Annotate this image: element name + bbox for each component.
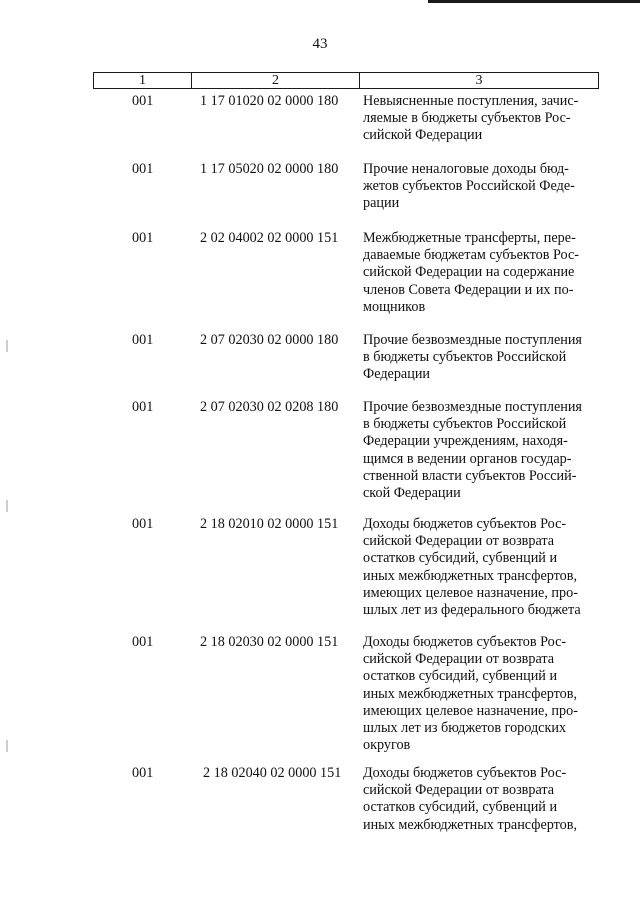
income-description: [363, 93, 595, 145]
description-line: Прочие безвозмездные поступления: [363, 399, 582, 415]
admin-code: 001: [132, 634, 154, 650]
description-line: членов Совета Федерации и их по-: [363, 281, 574, 298]
income-description: [363, 765, 595, 834]
description-line: Межбюджетные трансферты, пере-: [363, 230, 576, 246]
budget-classification-code: 2 07 02030 02 0000 180: [200, 332, 339, 348]
description-line: сийской Федерации от возврата: [363, 651, 555, 668]
description-line: Невыясненные поступления, зачис-: [363, 93, 579, 109]
table-header: [93, 72, 599, 89]
description-line: Доходы бюджетов субъектов Рос-: [363, 765, 567, 781]
description-line: шлых лет из бюджетов городских: [363, 720, 567, 737]
top-rule: [428, 0, 640, 3]
header-col-3: 3: [475, 73, 483, 88]
description-line: ской Федерации: [363, 485, 461, 502]
description-line: остатков субсидий, субвенций и: [363, 799, 558, 816]
description-line: рации: [363, 195, 400, 212]
admin-code: 001: [132, 399, 154, 415]
description-line: ственной власти субъектов Россий-: [363, 467, 577, 484]
description-line: Федерации: [363, 366, 431, 383]
budget-classification-code: 1 17 05020 02 0000 180: [200, 161, 339, 177]
description-line: Федерации учреждениям, находя-: [363, 433, 568, 450]
income-description: [363, 332, 595, 384]
description-line: иных межбюджетных трансфертов,: [363, 567, 578, 584]
margin-tick-1: [6, 340, 8, 352]
admin-code: 001: [132, 230, 154, 246]
description-line: сийской Федерации на содержание: [363, 264, 575, 281]
budget-classification-code: 2 18 02030 02 0000 151: [200, 634, 339, 650]
description-line: Доходы бюджетов субъектов Рос-: [363, 516, 567, 532]
budget-classification-code: 2 02 04002 02 0000 151: [200, 230, 339, 246]
margin-tick-3: [6, 740, 8, 752]
header-col-1: 1: [94, 73, 192, 88]
description-line: сийской Федерации от возврата: [363, 782, 555, 799]
description-line: сийской Федерации: [363, 127, 483, 144]
description-line: жетов субъектов Российской Феде-: [363, 178, 575, 195]
description-line: даваемые бюджетам субъектов Рос-: [363, 247, 579, 264]
page-number: 43: [312, 36, 328, 52]
budget-classification-code: 2 18 02040 02 0000 151: [203, 765, 342, 781]
description-line: остатков субсидий, субвенций и: [363, 550, 558, 567]
description-line: в бюджеты субъектов Российской: [363, 416, 567, 433]
description-line: ляемые в бюджеты субъектов Рос-: [363, 110, 571, 127]
description-line: имеющих целевое назначение, про-: [363, 584, 578, 601]
description-line: остатков субсидий, субвенций и: [363, 668, 558, 685]
income-description: [363, 161, 595, 213]
income-description: [363, 516, 595, 619]
budget-classification-code: 2 07 02030 02 0208 180: [200, 399, 339, 415]
header-col-2: 2: [192, 73, 360, 88]
description-line: Доходы бюджетов субъектов Рос-: [363, 634, 567, 650]
income-description: [363, 399, 595, 502]
income-description: [363, 634, 595, 754]
budget-classification-code: 2 18 02010 02 0000 151: [200, 516, 339, 532]
description-line: имеющих целевое назначение, про-: [363, 702, 578, 719]
description-line: иных межбюджетных трансфертов,: [363, 685, 578, 702]
description-line: в бюджеты субъектов Российской: [363, 349, 567, 366]
admin-code: 001: [132, 516, 154, 532]
budget-classification-code: 1 17 01020 02 0000 180: [200, 93, 339, 109]
income-description: [363, 230, 595, 316]
description-line: сийской Федерации от возврата: [363, 533, 555, 550]
admin-code: 001: [132, 765, 154, 781]
description-line: Прочие неналоговые доходы бюд-: [363, 161, 569, 177]
description-line: мощников: [363, 298, 426, 315]
description-line: щимся в ведении органов государ-: [363, 450, 572, 467]
description-line: иных межбюджетных трансфертов,: [363, 816, 578, 833]
admin-code: 001: [132, 93, 154, 109]
admin-code: 001: [132, 161, 154, 177]
description-line: шлых лет из федерального бюджета: [363, 602, 581, 619]
margin-tick-2: [6, 500, 8, 512]
admin-code: 001: [132, 332, 154, 348]
description-line: Прочие безвозмездные поступления: [363, 332, 582, 348]
description-line: округов: [363, 737, 411, 754]
